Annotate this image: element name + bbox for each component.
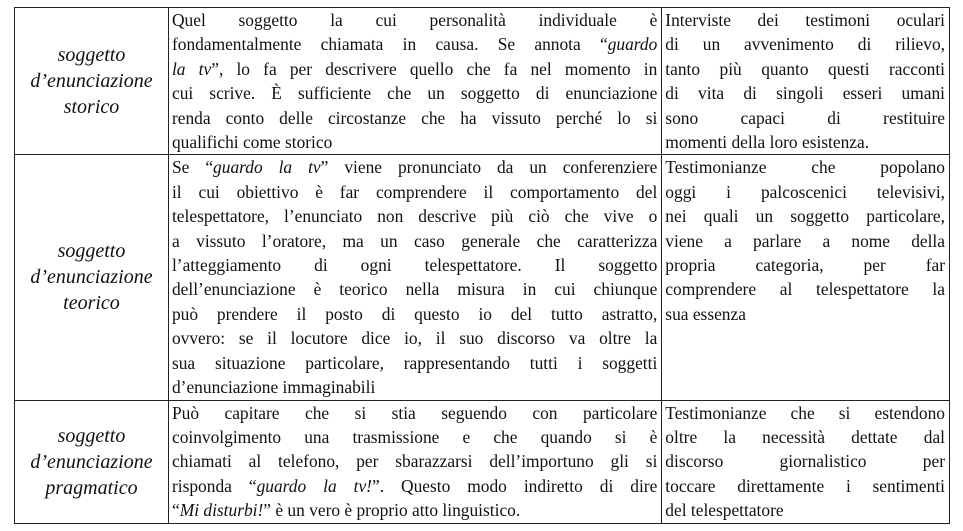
- description-line: [172, 449, 657, 473]
- text-run: dell’enunciazione è teorico nella misura in cui chiunque: [171, 279, 658, 300]
- subject-type-label: d’enunciazione: [30, 266, 153, 289]
- description-line: [172, 302, 657, 326]
- table-row: [15, 400, 950, 523]
- example-line: di un avvenimento di rilievo,: [665, 34, 945, 55]
- description-line: [172, 277, 657, 301]
- subject-type-label: soggetto: [57, 44, 126, 67]
- description-cell: [168, 8, 661, 155]
- example-line: Testimonianze che popolano: [665, 157, 945, 178]
- example-line: comprendere al telespettatore la: [665, 279, 945, 300]
- subject-type-cell: [15, 8, 169, 155]
- quoted-phrase: la tv: [171, 58, 212, 79]
- description-line: [172, 204, 657, 228]
- description-line: [172, 498, 657, 522]
- subject-type-label: soggetto: [57, 240, 126, 263]
- subject-type-label: d’enunciazione: [30, 70, 153, 93]
- description-line: [172, 351, 657, 375]
- description-line: [172, 326, 657, 350]
- description-cell: [168, 400, 661, 523]
- text-run: può prendere il posto di questo io del tutto astratto,: [171, 303, 658, 324]
- text-run: l’atteggiamento di ogni telespettatore. Il soggetto: [171, 255, 658, 276]
- table-body: [15, 8, 950, 524]
- example-line: discorso giornalistico per: [665, 451, 945, 472]
- quoted-phrase: guardo la tv!: [256, 475, 372, 496]
- quoted-phrase: guardo: [607, 34, 658, 55]
- example-line: nei quali un soggetto particolare,: [665, 206, 945, 227]
- example-line: Interviste dei testimoni oculari: [665, 10, 945, 30]
- text-run: ”, lo fa per descrivere quello che fa nel momento in: [211, 58, 658, 79]
- subject-type-label: pragmatico: [45, 476, 138, 499]
- text-run: sua situazione particolare, rappresentando tutti i soggetti: [171, 352, 658, 373]
- subject-type-label: soggetto: [57, 424, 126, 447]
- subject-type-cell: [15, 155, 169, 400]
- example-line: momenti della loro esistenza.: [665, 132, 870, 153]
- example-line: propria categoria, per far: [665, 255, 945, 276]
- text-run: ovvero: se il locutore dice io, il suo discorso va oltre la: [171, 328, 658, 349]
- description-cell: [168, 155, 661, 400]
- example-line: sono capaci di restituire: [665, 107, 945, 128]
- example-line: sua essenza: [665, 303, 746, 324]
- text-run: chiamati al telefono, per sbarazzarsi dell’importuno gli si: [171, 451, 658, 472]
- description-line: [172, 81, 657, 105]
- description-line: [172, 32, 657, 56]
- example-line: oggi i palcoscenici televisivi,: [665, 181, 945, 202]
- description-line: [172, 474, 657, 498]
- subject-type-label: teorico: [63, 292, 120, 315]
- description-line: [172, 130, 657, 154]
- description-line: [172, 401, 657, 425]
- subject-type-label: d’enunciazione: [30, 450, 153, 473]
- description-line: [172, 375, 657, 399]
- description-line: [172, 57, 657, 81]
- typology-table: [14, 7, 950, 524]
- table-row: [15, 8, 950, 155]
- example-line: toccare direttamente i sentimenti: [665, 475, 945, 496]
- example-line: di vita di singoli esseri umani: [665, 83, 945, 104]
- example-cell: [662, 8, 950, 155]
- text-run: cui scrive. È sufficiente che un soggetto di enunciazione: [171, 83, 658, 104]
- example-line: oltre la necessità dettate dal: [665, 426, 945, 447]
- text-run: ” viene pronunciato da un conferenziere: [320, 157, 658, 178]
- text-run: risponda “: [171, 475, 257, 496]
- description-line: [172, 8, 657, 32]
- example-line: viene a parlare a nome della: [665, 230, 945, 251]
- text-run: renda conto delle circostanze che ha vissuto perché lo si: [171, 107, 658, 128]
- example-line: Testimonianze che si estendono: [665, 402, 945, 423]
- description-line: [172, 253, 657, 277]
- text-run: coinvolgimento una trasmissione e che quando si è: [171, 426, 658, 447]
- text-run: “: [171, 500, 180, 521]
- description-line: [172, 106, 657, 130]
- text-run: ”. Questo modo indiretto di dire: [371, 475, 658, 496]
- subject-type-cell: [15, 400, 169, 523]
- example-cell: [662, 155, 950, 400]
- example-line: del telespettatore: [665, 500, 784, 521]
- table-row: [15, 155, 950, 400]
- text-run: telespettatore, l’enunciato non descrive più ciò che vive o: [171, 206, 658, 227]
- text-run: a vissuto l’oratore, ma un caso generale che caratterizza: [171, 230, 658, 251]
- text-run: Se “: [171, 157, 214, 178]
- quoted-phrase: Mi disturbi!: [179, 500, 264, 521]
- text-run: fondamentalmente chiamata in causa. Se annota “: [171, 34, 608, 55]
- description-line: [172, 425, 657, 449]
- text-run: Quel soggetto la cui personalità individuale è: [171, 10, 658, 30]
- description-line: [172, 229, 657, 253]
- description-line: [172, 180, 657, 204]
- quoted-phrase: guardo la tv: [213, 157, 321, 178]
- text-run: qualifichi come storico: [171, 132, 333, 153]
- subject-type-label: storico: [63, 96, 120, 119]
- text-run: il cui obiettivo è far comprendere il comportamento del: [171, 181, 658, 202]
- example-cell: [662, 400, 950, 523]
- text-run: d’enunciazione immaginabili: [171, 377, 376, 398]
- example-line: tanto più quanto questi racconti: [665, 58, 945, 79]
- text-run: ” è un vero è proprio atto linguistico.: [263, 500, 521, 521]
- text-run: Può capitare che si stia seguendo con particolare: [171, 402, 658, 423]
- description-line: [172, 155, 657, 179]
